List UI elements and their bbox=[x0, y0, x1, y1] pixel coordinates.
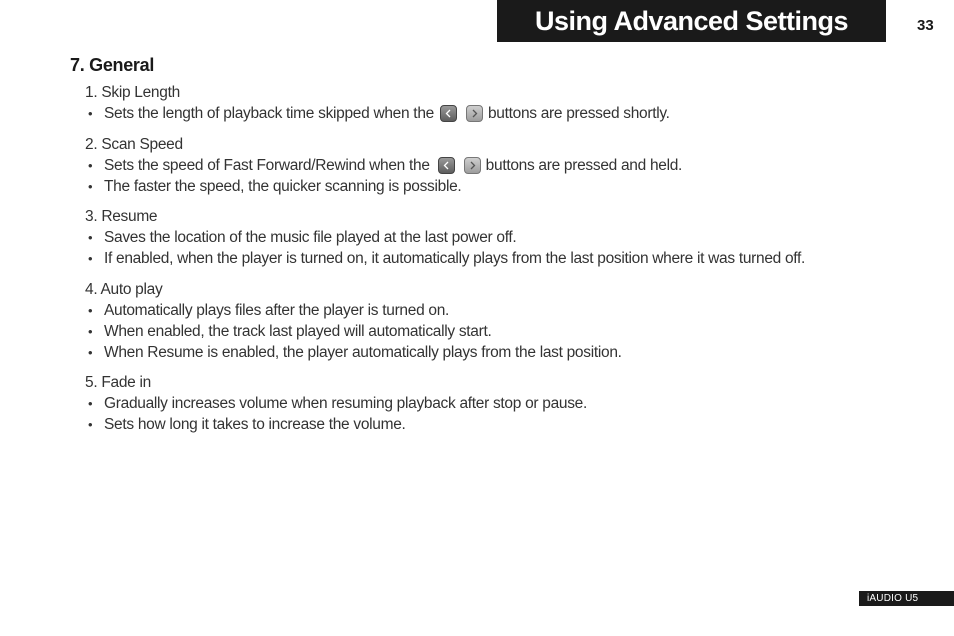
setting-title: 4. Auto play bbox=[85, 280, 163, 298]
bullet-text: Sets the speed of Fast Forward/Rewind when the bbox=[104, 156, 430, 174]
bullet-dot: • bbox=[88, 251, 93, 266]
prev-button-icon bbox=[438, 157, 455, 174]
setting-title: 3. Resume bbox=[85, 208, 158, 225]
header-bar bbox=[497, 0, 886, 42]
bullet-text: Saves the location of the music file played at the last power off. bbox=[104, 229, 517, 246]
bullet-item bbox=[85, 227, 925, 248]
bullet-item bbox=[85, 342, 925, 363]
setting-title: 2. Scan Speed bbox=[85, 135, 183, 153]
settings-content bbox=[85, 82, 925, 435]
setting-resume bbox=[85, 206, 925, 269]
bullet-dot: • bbox=[88, 417, 93, 432]
setting-scan-speed bbox=[85, 134, 925, 197]
footer-product-label: iAUDIO U5 bbox=[859, 591, 954, 606]
bullet-item bbox=[85, 103, 925, 124]
bullet-text: buttons are pressed shortly. bbox=[487, 105, 670, 122]
setting-fade-in bbox=[85, 372, 925, 435]
bullet-text: The faster the speed, the quicker scanning is possible. bbox=[104, 177, 462, 195]
bullet-item bbox=[85, 414, 925, 435]
bullet-text: When Resume is enabled, the player automatically plays from the last position. bbox=[104, 343, 622, 361]
bullet-dot: • bbox=[88, 157, 93, 173]
bullet-dot: • bbox=[88, 302, 93, 318]
bullet-item bbox=[85, 176, 925, 197]
bullet-dot: • bbox=[88, 323, 93, 339]
bullet-dot: • bbox=[88, 106, 93, 121]
bullet-dot: • bbox=[88, 396, 93, 411]
bullet-text: Automatically plays files after the player is turned on. bbox=[104, 301, 450, 319]
setting-title: 1. Skip Length bbox=[85, 84, 180, 101]
bullet-item bbox=[85, 393, 925, 414]
next-button-icon bbox=[466, 105, 483, 122]
bullet-text: Sets the length of playback time skipped when the bbox=[104, 105, 434, 122]
bullet-text: If enabled, when the player is turned on, it automatically plays from the last position where it was turned off. bbox=[104, 250, 806, 267]
bullet-dot: • bbox=[88, 344, 93, 360]
bullet-text: Gradually increases volume when resuming playback after stop or pause. bbox=[104, 395, 588, 412]
bullet-text: Sets how long it takes to increase the volume. bbox=[104, 416, 406, 433]
setting-skip-length bbox=[85, 82, 925, 124]
bullet-dot: • bbox=[88, 178, 93, 194]
setting-title: 5. Fade in bbox=[85, 374, 151, 391]
setting-auto-play bbox=[85, 279, 925, 363]
bullet-item bbox=[85, 321, 925, 342]
bullet-dot: • bbox=[88, 230, 93, 245]
bullet-item bbox=[85, 300, 925, 321]
page-title: Using Advanced Settings bbox=[534, 5, 849, 36]
bullet-text: When enabled, the track last played will automatically start. bbox=[104, 322, 492, 340]
next-button-icon bbox=[464, 157, 481, 174]
prev-button-icon bbox=[440, 105, 457, 122]
section-heading: 7. General bbox=[70, 55, 155, 75]
bullet-item bbox=[85, 155, 925, 176]
bullet-text: buttons are pressed and held. bbox=[485, 156, 683, 174]
page-number: 33 bbox=[917, 17, 934, 34]
bullet-item bbox=[85, 248, 925, 269]
